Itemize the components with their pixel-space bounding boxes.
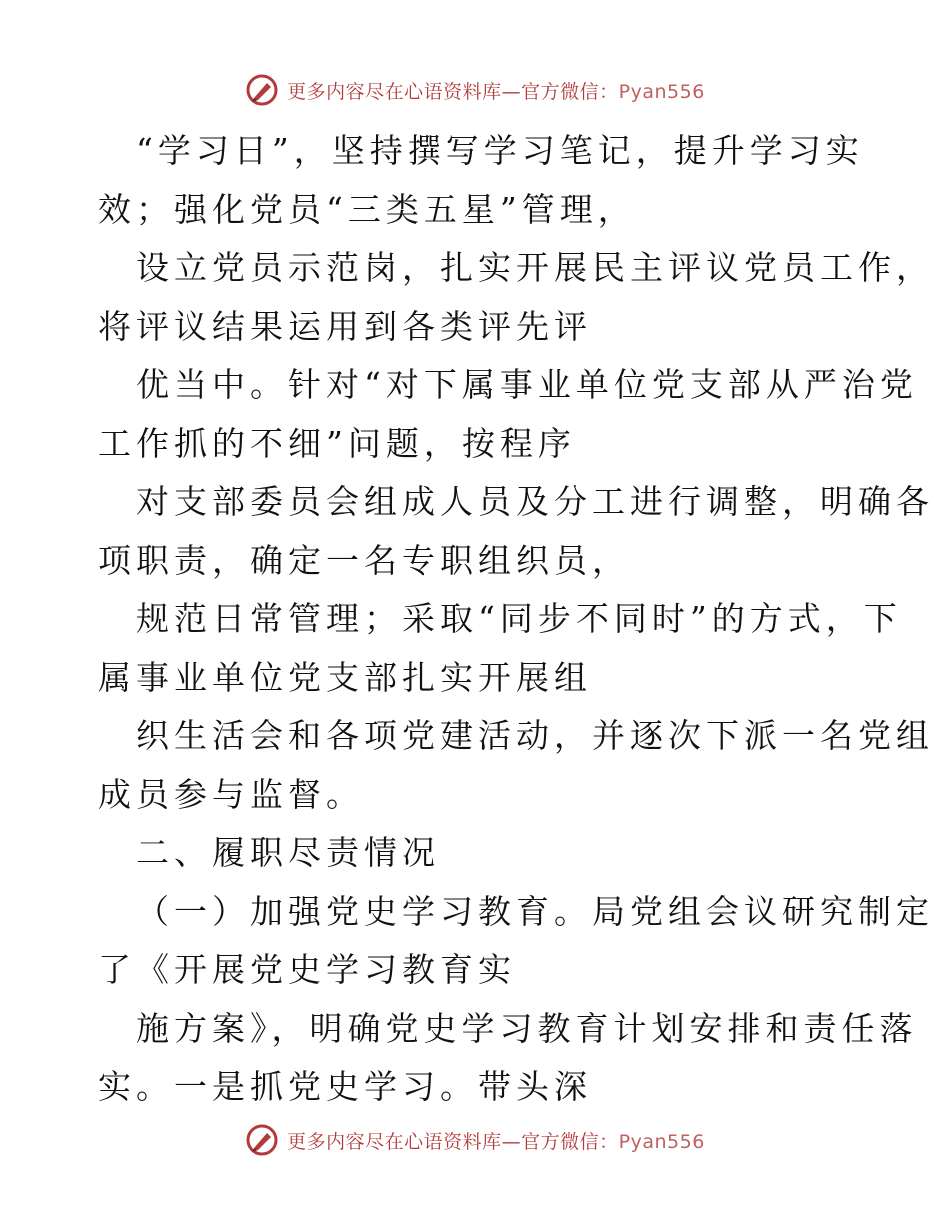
pen-logo-icon [245, 73, 279, 107]
text-line: 实。一是抓党史学习。带头深 [98, 1067, 592, 1106]
text-line: 织生活会和各项党建活动，并逐次下派一名党组 [136, 716, 934, 755]
text-line: 规范日常管理；采取“同步不同时”的方式，下 [136, 599, 902, 638]
text-line: （一）加强党史学习教育。局党组会议研究制定 [136, 891, 934, 931]
text-line: 项职责，确定一名专职组织员， [98, 540, 630, 580]
text-line: 效；强化党员“三类五星”管理， [98, 189, 636, 229]
text-line: “学习日”，坚持撰写学习笔记，提升学习实 [136, 131, 864, 170]
watermark-text: 更多内容尽在心语资料库—官方微信：Pyan556 [287, 1130, 705, 1153]
text-line: 对支部委员会组成人员及分工进行调整，明确各 [136, 482, 934, 521]
header-watermark [0, 70, 950, 110]
footer-watermark [0, 1120, 950, 1160]
text-line: 设立党员示范岗，扎实开展民主评议党员工作， [136, 248, 934, 287]
text-line: 优当中。针对“对下属事业单位党支部从严治党 [136, 365, 918, 404]
text-line: 属事业单位党支部扎实开展组 [98, 657, 592, 697]
text-line: 施方案》，明确党史学习教育计划安排和责任落 [136, 1008, 918, 1048]
watermark-text: 更多内容尽在心语资料库—官方微信：Pyan556 [287, 80, 705, 103]
pen-logo-icon [245, 1123, 279, 1157]
text-line: 将评议结果运用到各类评先评 [98, 306, 592, 346]
text-line: 成员参与监督。 [98, 774, 364, 814]
document-body [98, 122, 934, 1117]
text-line: 二、履职尽责情况 [136, 833, 440, 872]
text-line: 了《开展党史学习教育实 [98, 950, 516, 989]
text-line: 工作抓的不细”问题，按程序 [98, 423, 576, 463]
